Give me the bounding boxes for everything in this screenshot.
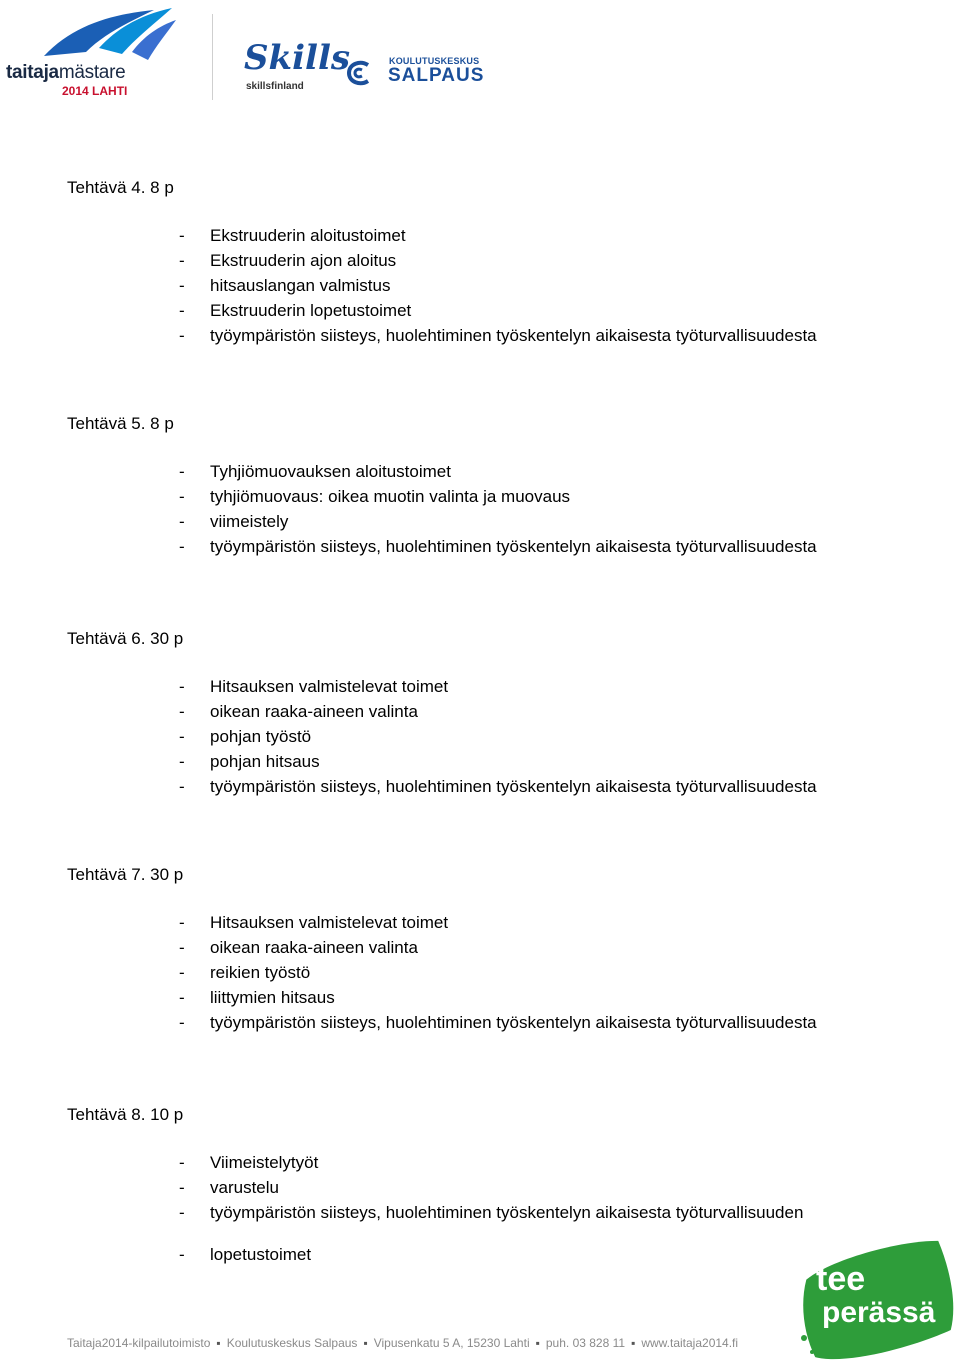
item-text: Tyhjiömuovauksen aloitustoimet [210,462,451,481]
dash: - [179,938,185,957]
footer-website: www.taitaja2014.fi [641,1336,739,1350]
salpaus-line1: KOULUTUSKESKUS [389,56,480,66]
header-divider [212,14,213,100]
item-text: työympäristön siisteys, huolehtiminen työskentelyn aikaisesta työturvallisuudesta [210,777,817,796]
dash: - [179,702,185,721]
dash: - [179,988,185,1007]
list-item [67,509,817,534]
dash: - [179,326,185,345]
item-text: Hitsauksen valmistelevat toimet [210,677,449,696]
task-section [67,414,817,559]
dash: - [179,537,185,556]
item-text: työympäristön siisteys, huolehtiminen työskentelyn aikaisesta työturvallisuudesta [210,326,817,345]
skills-finland-logo [244,38,351,100]
list-item [67,323,817,348]
item-text: oikean raaka-aineen valinta [210,938,418,957]
dash: - [179,226,185,245]
item-text: pohjan työstö [210,727,312,746]
task-list [67,674,817,799]
item-text: lopetustoimet [210,1245,312,1264]
item-text: työympäristön siisteys, huolehtiminen työskentelyn aikaisesta työturvallisuudesta [210,537,817,556]
task-list [67,1150,803,1267]
task-title: Tehtävä 7. 30 p [67,865,184,884]
footer [67,1336,738,1350]
list-item [67,935,817,960]
dash: - [179,677,185,696]
list-item [67,749,817,774]
item-text: Viimeistelytyöt [210,1153,319,1172]
taitajamastare-logo [4,4,179,96]
item-text: reikien työstö [210,963,311,982]
list-item [67,910,817,935]
list-item [67,1242,803,1267]
task-title: Tehtävä 6. 30 p [67,629,184,648]
list-item [67,534,817,559]
list-item [67,298,817,323]
skills-script: Skills [244,38,351,78]
list-item [67,674,817,699]
item-text: tyhjiömuovaus: oikea muotin valinta ja muovaus [210,487,571,506]
list-item [67,1150,803,1175]
item-text: työympäristön siisteys, huolehtiminen työskentelyn aikaisesta työturvallisuuden [210,1203,804,1222]
skills-sub: skillsfinland [246,81,304,92]
dash: - [179,727,185,746]
list-item [67,774,817,799]
list-item [67,1010,817,1035]
dash: - [179,1203,185,1222]
item-text: hitsauslangan valmistus [210,276,391,295]
list-item [67,248,817,273]
item-text: varustelu [210,1178,279,1197]
dash: - [179,1245,185,1264]
dash: - [179,251,185,270]
list-item [67,273,817,298]
task-list [67,910,817,1035]
list-item [67,459,817,484]
item-text: pohjan hitsaus [210,752,320,771]
dash: - [179,301,185,320]
item-text: Ekstruuderin lopetustoimet [210,301,412,320]
taitaja-brand [6,62,125,84]
tee-perassa-logo [796,1240,958,1362]
bullet-icon: ▪ [216,1336,221,1350]
dash: - [179,777,185,796]
bullet-icon: ▪ [363,1336,368,1350]
dash: - [179,752,185,771]
item-text: oikean raaka-aineen valinta [210,702,418,721]
swoosh-icon [4,4,179,64]
list-item [67,1175,803,1200]
bullet-icon: ▪ [535,1336,540,1350]
item-text: Ekstruuderin aloitustoimet [210,226,406,245]
task-title: Tehtävä 8. 10 p [67,1105,184,1124]
task-section [67,178,817,348]
item-text: liittymien hitsaus [210,988,335,1007]
dash: - [179,913,185,932]
dash: - [179,1013,185,1032]
dash: - [179,276,185,295]
dash: - [179,487,185,506]
task-section [67,1105,803,1267]
task-title: Tehtävä 4. 8 p [67,178,174,197]
footer-office: Taitaja2014-kilpailutoimisto [67,1336,211,1350]
list-item [67,484,817,509]
salpaus-logo [346,54,485,90]
task-title: Tehtävä 5. 8 p [67,414,174,433]
list-item [67,960,817,985]
item-text: Ekstruuderin ajon aloitus [210,251,397,270]
task-section [67,865,817,1035]
list-item [67,699,817,724]
stamp-line2: perässä [822,1296,936,1329]
footer-phone: puh. 03 828 11 [545,1336,626,1350]
footer-address: Vipusenkatu 5 A, 15230 Lahti [373,1336,530,1350]
taitaja-subtitle: 2014 LAHTI [62,84,128,98]
task-section [67,629,817,799]
dash: - [179,512,185,531]
list-item [67,223,817,248]
bullet-icon: ▪ [631,1336,636,1350]
list-item [67,985,817,1010]
salpaus-line2: SALPAUS [388,65,485,86]
task-list [67,459,817,559]
dash: - [179,462,185,481]
brand-part-a: taitaja [6,62,59,83]
dash: - [179,1153,185,1172]
brand-part-b: mästare [58,62,126,83]
dash: - [179,1178,185,1197]
stamp-line1: tee [816,1260,866,1298]
list-item [67,1200,803,1225]
dash: - [179,963,185,982]
task-list [67,223,817,348]
list-item [67,724,817,749]
item-text: työympäristön siisteys, huolehtiminen työskentelyn aikaisesta työturvallisuudesta [210,1013,817,1032]
footer-org: Koulutuskeskus Salpaus [226,1336,358,1350]
salpaus-mark-icon [346,60,372,86]
item-text: Hitsauksen valmistelevat toimet [210,913,449,932]
item-text: viimeistely [210,512,289,531]
